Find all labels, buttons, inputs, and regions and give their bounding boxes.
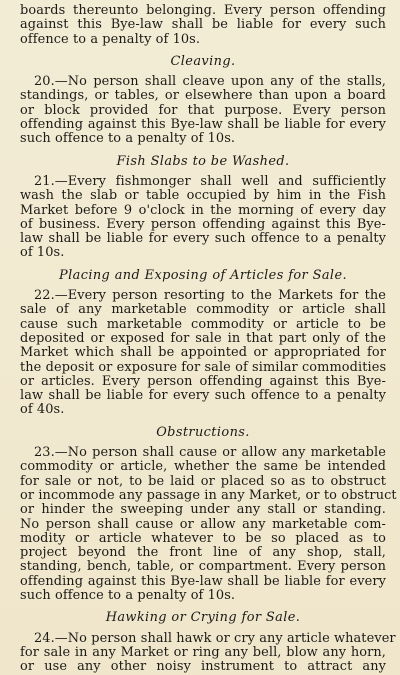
text-line: of 10s. bbox=[20, 245, 65, 261]
text-line: cause such marketable commodity or article to be bbox=[20, 316, 386, 332]
section-23-heading: Obstructions. bbox=[156, 424, 250, 440]
section-20-heading: Cleaving. bbox=[170, 53, 236, 69]
text-line: commodity or article, whether the same be intended bbox=[20, 459, 386, 475]
text-line: 21.—Every fishmonger shall well and sufficiently bbox=[34, 173, 386, 189]
text-line: or articles. Every person offending against this Bye- bbox=[20, 373, 386, 389]
text-line: law shall be liable for every such offence to a penalty bbox=[20, 231, 386, 247]
text-line: the deposit or exposure for sale of similar commodities bbox=[20, 359, 387, 375]
text-line: 22.—Every person resorting to the Markets for the bbox=[34, 288, 386, 304]
section-24-heading: Hawking or Crying for Sale. bbox=[105, 610, 301, 626]
text-line: project beyond the front line of any shop, stall, bbox=[20, 545, 386, 561]
text-line: boards thereunto belonging. Every person offending bbox=[20, 3, 386, 18]
text-line: 20.—No person shall cleave upon any of the stalls, bbox=[34, 74, 386, 90]
text-line: against this Bye-law shall be liable for every such bbox=[20, 17, 386, 33]
text-line: such offence to a penalty of 10s. bbox=[20, 131, 236, 147]
text-line: Market which shall be appointed or appropriated for bbox=[20, 345, 386, 361]
section-24-body bbox=[20, 630, 396, 675]
section-22-heading: Placing and Exposing of Articles for Sale. bbox=[59, 267, 347, 283]
text-line: or hinder the sweeping under any stall or standing. bbox=[20, 502, 386, 518]
section-19-continuation bbox=[20, 4, 386, 47]
text-line: deposited or exposed for sale in that part only of the bbox=[20, 330, 386, 346]
text-line: or incommode any passage in any Market, or to obstruct bbox=[20, 487, 397, 503]
text-line: or block provided for that purpose. Every person bbox=[20, 102, 386, 118]
section-23-body bbox=[20, 445, 397, 603]
section-21-heading: Fish Slabs to be Washed. bbox=[116, 153, 290, 169]
text-line: standing, bench, table, or compartment. Every person bbox=[20, 559, 386, 575]
text-line: offending against this Bye-law shall be liable for every bbox=[20, 573, 386, 589]
text-line: of business. Every person offending against this Bye- bbox=[20, 216, 386, 232]
text-line: or use any other noisy instrument to attract any bbox=[20, 659, 386, 675]
text-line: offending against this Bye-law shall be liable for every bbox=[20, 117, 386, 133]
section-21-body bbox=[20, 175, 386, 261]
text-line: wash the slab or table occupied by him in the Fish bbox=[20, 188, 386, 204]
text-line: standings, or tables, or elsewhere than upon a board bbox=[20, 88, 386, 104]
text-line: law shall be liable for every such offence to a penalty bbox=[20, 388, 386, 404]
text-line: for sale or not, to be laid or placed so as to obstruct bbox=[20, 473, 386, 489]
text-line: modity or article whatever to be so placed as to bbox=[20, 530, 386, 546]
text-line: sale of any marketable commodity or article shall bbox=[20, 302, 386, 318]
text-line: 24.—No person shall hawk or cry any article whatever bbox=[34, 630, 396, 646]
text-line: No person shall cause or allow any marketable com- bbox=[20, 516, 386, 532]
text-line: offence to a penalty of 10s. bbox=[20, 31, 201, 47]
section-20-body bbox=[20, 75, 386, 146]
text-line: 23.—No person shall cause or allow any marketable bbox=[34, 445, 386, 461]
text-line: for sale in any Market or ring any bell, blow any horn, bbox=[20, 644, 386, 660]
text-line: of 40s. bbox=[20, 402, 65, 418]
section-22-body bbox=[20, 289, 386, 418]
text-line: such offence to a penalty of 10s. bbox=[20, 587, 236, 603]
text-line: Market before 9 o'clock in the morning of every day bbox=[20, 202, 386, 218]
